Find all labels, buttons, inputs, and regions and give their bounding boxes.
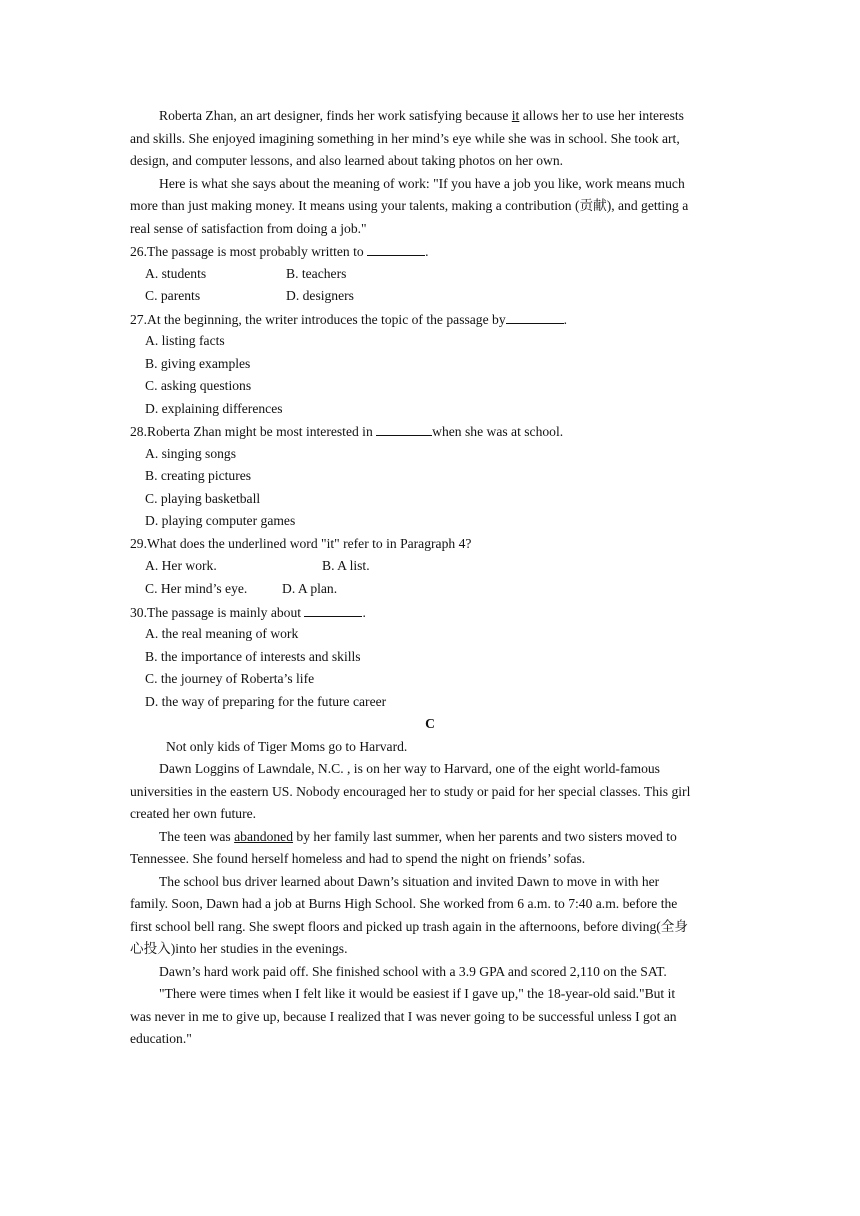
answer-blank — [367, 243, 425, 256]
question-stem-end: . — [362, 605, 366, 620]
question-28 — [130, 423, 563, 440]
question-stem-end: . — [563, 312, 568, 327]
option-a: A. Her work. — [145, 558, 217, 573]
passage-b-paragraph-1-line-2: and skills. She enjoyed imagining something in her mind’s eye while she was in school. She took art, — [130, 131, 680, 146]
option-d: D. designers — [286, 288, 354, 303]
option-c: C. Her mind’s eye. — [145, 581, 248, 596]
option-b: B. teachers — [286, 266, 347, 281]
passage-c-paragraph-1-line-3: created her own future. — [130, 806, 257, 821]
option-d: D. A plan. — [282, 581, 338, 596]
question-stem: What does the underlined word "it" refer to in Paragraph 4? — [147, 536, 472, 551]
question-stem: The passage is most probably written to — [147, 244, 368, 259]
underlined-word-abandoned: abandoned — [234, 829, 294, 844]
question-26 — [130, 243, 429, 260]
passage-b-paragraph-2-line-1: Here is what she says about the meaning of work: "If you have a job you like, work means much — [159, 176, 685, 191]
answer-blank — [376, 423, 432, 436]
passage-c-paragraph-2-line-1 — [159, 829, 677, 845]
question-stem: At the beginning, the writer introduces the topic of the passage by — [147, 312, 506, 327]
option-c: C. the journey of Roberta’s life — [145, 671, 315, 686]
question-number: 27. — [130, 312, 147, 327]
question-number: 26. — [130, 244, 147, 259]
option-c: C. parents — [145, 288, 201, 303]
question-number: 30. — [130, 605, 147, 620]
option-d: D. the way of preparing for the future career — [145, 694, 387, 709]
passage-c-paragraph-3-line-1: The school bus driver learned about Dawn’s situation and invited Dawn to move in with her — [159, 874, 660, 889]
question-29 — [130, 536, 471, 552]
question-stem: Roberta Zhan might be most interested in — [147, 424, 377, 439]
option-d: D. playing computer games — [145, 513, 296, 528]
passage-c-paragraph-5-line-2: was never in me to give up, because I realized that I was never going to be successful unless I got an — [130, 1009, 677, 1024]
passage-b-paragraph-2-line-2: more than just making money. It means using your talents, making a contribution (贡献), and getting a — [130, 198, 689, 213]
passage-b-paragraph-2-line-3: real sense of satisfaction from doing a job." — [130, 221, 367, 236]
passage-c-paragraph-2-line-2: Tennessee. She found herself homeless and had to spend the night on friends’ sofas. — [130, 851, 586, 866]
option-a: A. listing facts — [145, 333, 225, 348]
text: allows her to use her interests — [519, 108, 684, 123]
passage-c-paragraph-5-line-1: "There were times when I felt like it would be easiest if I gave up," the 18-year-old said."But it — [159, 986, 676, 1001]
option-b: B. giving examples — [145, 356, 251, 371]
option-b: B. the importance of interests and skills — [145, 649, 361, 664]
text: by her family last summer, when her parents and two sisters moved to — [293, 829, 677, 844]
passage-b-paragraph-1-line-1 — [159, 108, 684, 124]
question-stem: The passage is mainly about — [147, 605, 305, 620]
option-c: C. playing basketball — [145, 491, 261, 506]
section-heading-c: C — [425, 716, 435, 731]
question-number: 29. — [130, 536, 147, 551]
question-30 — [130, 604, 366, 621]
question-stem-end: . — [425, 244, 429, 259]
question-stem-end: when she was at school. — [432, 424, 564, 439]
option-b: B. A list. — [322, 558, 370, 573]
question-number: 28. — [130, 424, 147, 439]
option-d: D. explaining differences — [145, 401, 283, 416]
option-c: C. asking questions — [145, 378, 252, 393]
question-27 — [130, 311, 567, 328]
option-b: B. creating pictures — [145, 468, 252, 483]
option-a: A. students — [145, 266, 207, 281]
underlined-word-it: it — [511, 108, 520, 123]
option-a: A. the real meaning of work — [145, 626, 299, 641]
passage-c-title: Not only kids of Tiger Moms go to Harvard. — [166, 739, 408, 754]
passage-c-paragraph-5-line-3: education." — [130, 1031, 192, 1046]
passage-c-paragraph-1-line-1: Dawn Loggins of Lawndale, N.C. , is on her way to Harvard, one of the eight world-famous — [159, 761, 660, 776]
option-a: A. singing songs — [145, 446, 237, 461]
answer-blank — [304, 604, 362, 617]
text: The teen was — [159, 829, 235, 844]
text: Roberta Zhan, an art designer, finds her work satisfying because — [159, 108, 512, 123]
passage-c-paragraph-1-line-2: universities in the eastern US. Nobody encouraged her to study or paid for her special classes. This girl — [130, 784, 691, 799]
passage-b-paragraph-1-line-3: design, and computer lessons, and also learned about taking photos on her own. — [130, 153, 564, 168]
passage-c-paragraph-3-line-2: family. Soon, Dawn had a job at Burns High School. She worked from 6 a.m. to 7:40 a.m. before the — [130, 896, 678, 911]
passage-c-paragraph-3-line-3: first school bell rang. She swept floors and picked up trash again in the afternoons, before diving(全身 — [130, 919, 688, 934]
answer-blank — [506, 311, 564, 324]
passage-c-paragraph-4-line-1: Dawn’s hard work paid off. She finished school with a 3.9 GPA and scored 2,110 on the SAT. — [159, 964, 667, 979]
passage-c-paragraph-3-line-4: 心投入)into her studies in the evenings. — [130, 941, 348, 956]
